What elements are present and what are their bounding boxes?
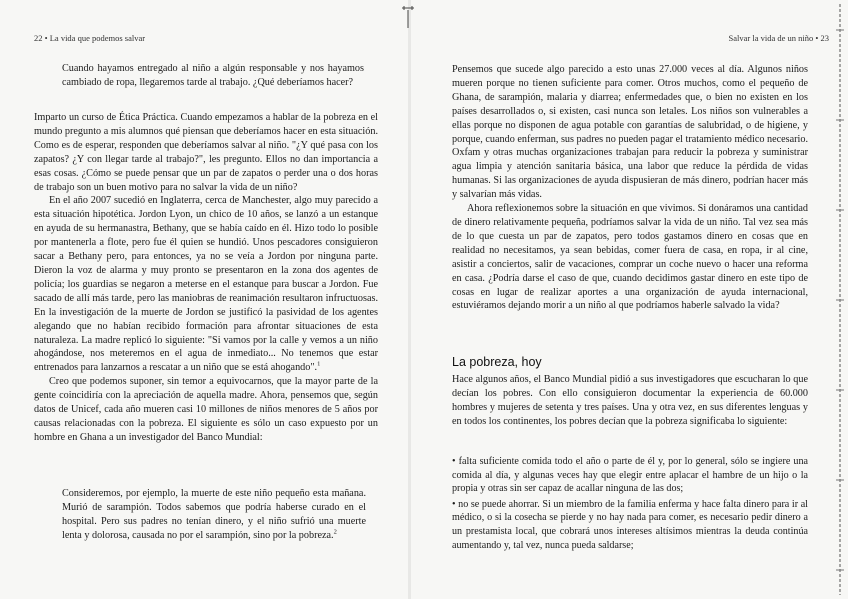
footnote-ref: 1 [317, 360, 321, 368]
quote-text: Consideremos, por ejemplo, la muerte de este niño pequeño esta mañana. Murió de sarampión. Todos sabemos que podría haberse curado en el hospital. Pero sus padres no tenían dinero, y el niño sufrió una muerte lenta y dolorosa, causada no por el sarampión, sino por la pobreza. [62, 488, 366, 541]
page-edge-scan-artifact [832, 0, 848, 599]
paragraph: Ahora reflexionemos sobre la situación en que vivimos. Si donáramos una cantidad de dinero relativamente pequeña, podríamos salvar la vida de un niño. Tal vez sea más de lo que cuesta un par de zapatos, pero todos gastamos dinero en cosas que en realidad no necesitamos, ya sean bebidas, comer fuera de casa, en ropa, ir al cine, asistir a conciertos, salir de vacaciones, comprar un coche nuevo o hacer una reforma en casa. ¿Podría darse el caso de que, cuando decidimos gastar dinero en este tipo de cosas en lugar de realizar aportes a una organización de ayuda internacional, estuviéramos dejando morir a un niño al que podríamos haberle salvado la vida? [452, 203, 808, 312]
running-head-left: 22 • La vida que podemos salvar [34, 33, 146, 43]
paragraph-text: En el año 2007 sucedió en Inglaterra, cerca de Manchester, algo muy parecido a esta situación hipotética. Jordon Lyon, un chico de 10 años, se lanzó a un estanque en ayuda de su hermanastra, Bethany, que se había caído en él. Hizo todo lo posible por mantenerla a flote, pero fue él quien se hundió. Unos pescadores consiguieron sacar a Bethany pero, para entonces, ya no se veía a Jordon por ninguna parte. Dieron la voz de alarma y muy pronto se presentaron en la zona dos agentes de policía; los guardias se negaron a meterse en el estanque para buscar a Jordon. Fue sacado de allí más tarde, pero las maniobras de reanimación resultaron infructuosas. En la investigación de la muerte de Jordon se justificó la pasividad de los agentes alegando que no habían recibido formación para afrontar situaciones de esta naturaleza. La madre replicó lo siguiente: "Si vamos por la calle y vemos a un niño ahogándose, nos meteremos en el agua de inmediato... No tenemos que estar entrenados para lanzarnos a rescatar a un niño que se está ahogando". [34, 195, 378, 374]
right-body-bottom [452, 373, 808, 429]
gutter-shadow [408, 0, 411, 599]
right-body-top [452, 63, 808, 313]
list-item: • no se puede ahorrar. Si un miembro de la familia enferma y hace falta dinero para ir al médico, o si la cosecha se pierde y no hay nada para comer, es necesario pedir dinero a un prestamista local, que cobrará unos intereses altísimos mientras la deuda continúa aumentando y, tal vez, nunca pueda saldarse; [452, 498, 808, 551]
left-page [0, 0, 406, 599]
left-body [34, 111, 378, 445]
paragraph: Hace algunos años, el Banco Mundial pidió a sus investigadores que escucharan lo que decían los pobres. Con ello consiguieron documentar la experiencia de 60.000 hombres y mujeres de setenta y tres países. Una y otra vez, en sus diferentes lenguas y en todos los continentes, los pobres decían que la pobreza significaba lo siguiente: [452, 374, 808, 427]
bullet-list [452, 455, 808, 552]
paragraph [34, 194, 378, 375]
paragraph: Creo que podemos suponer, sin temor a equivocarnos, que la mayor parte de la gente coincidiría con la apreciación de aquella madre. Ahora, pensemos que, según datos de Unicef, cada año mueren casi 10 millones de niños menores de 5 años por causas relacionadas con la pobreza. El siguiente es sólo un caso expuesto por un hombre en Ghana a un investigador del Banco Mundial: [34, 376, 378, 443]
block-quote [62, 487, 366, 543]
running-head-right: Salvar la vida de un niño • 23 [728, 33, 829, 43]
paragraph: Pensemos que sucede algo parecido a esto unas 27.000 veces al día. Algunos niños mueren porque no tienen suficiente para comer. Otros muchos, como el pequeño de Ghana, de sarampión, malaria y diarrea; enfermedades que, o bien no existen en los países desarrollados o, si existen, casi nunca son letales. Los niños son vulnerables a ellas porque no disponen de agua potable con garantías de salubridad, o de higiene, y porque, cuando enferman, sus padres no pueden pagar el tratamiento médico necesario. Oxfam y otras muchas organizaciones trabajan para reducir la pobreza y suministrar agua limpia y atención sanitaria básica, una labor que reduce la pérdida de vidas humanas. Si las organizaciones de ayuda dispusieran de más dinero, podrían hacer más y salvarían más vidas. [452, 64, 808, 201]
intro-question: Cuando hayamos entregado al niño a algún responsable y nos hayamos cambiado de ropa, llegaremos tarde al trabajo. ¿Qué deberíamos hacer? [62, 63, 364, 88]
right-page [413, 0, 833, 599]
section-heading: La pobreza, hoy [452, 355, 542, 369]
list-item: • falta suficiente comida todo el año o parte de él y, por lo general, sólo se ingiere una comida al día, y algunas veces hay que elegir entre aplacar el hambre de un hijo o la propia y otras sin ser capaz de acallar ninguna de las dos; [452, 456, 808, 495]
paragraph: Imparto un curso de Ética Práctica. Cuando empezamos a hablar de la pobreza en el mundo pregunto a mis alumnos qué piensan que deberíamos hacer en esta situación. Como es de esperar, responden que deberíamos salvar al niño. "¿Y qué pasa con los zapatos? ¿Y con llegar tarde al trabajo?", les pregunto. Ellos no dan importancia a esas cosas. ¿Cómo se puede pensar que un par de zapatos o perder una o dos horas de trabajo son un buen motivo para no salvar la vida de un niño? [34, 112, 378, 193]
footnote-ref: 2 [333, 528, 337, 536]
